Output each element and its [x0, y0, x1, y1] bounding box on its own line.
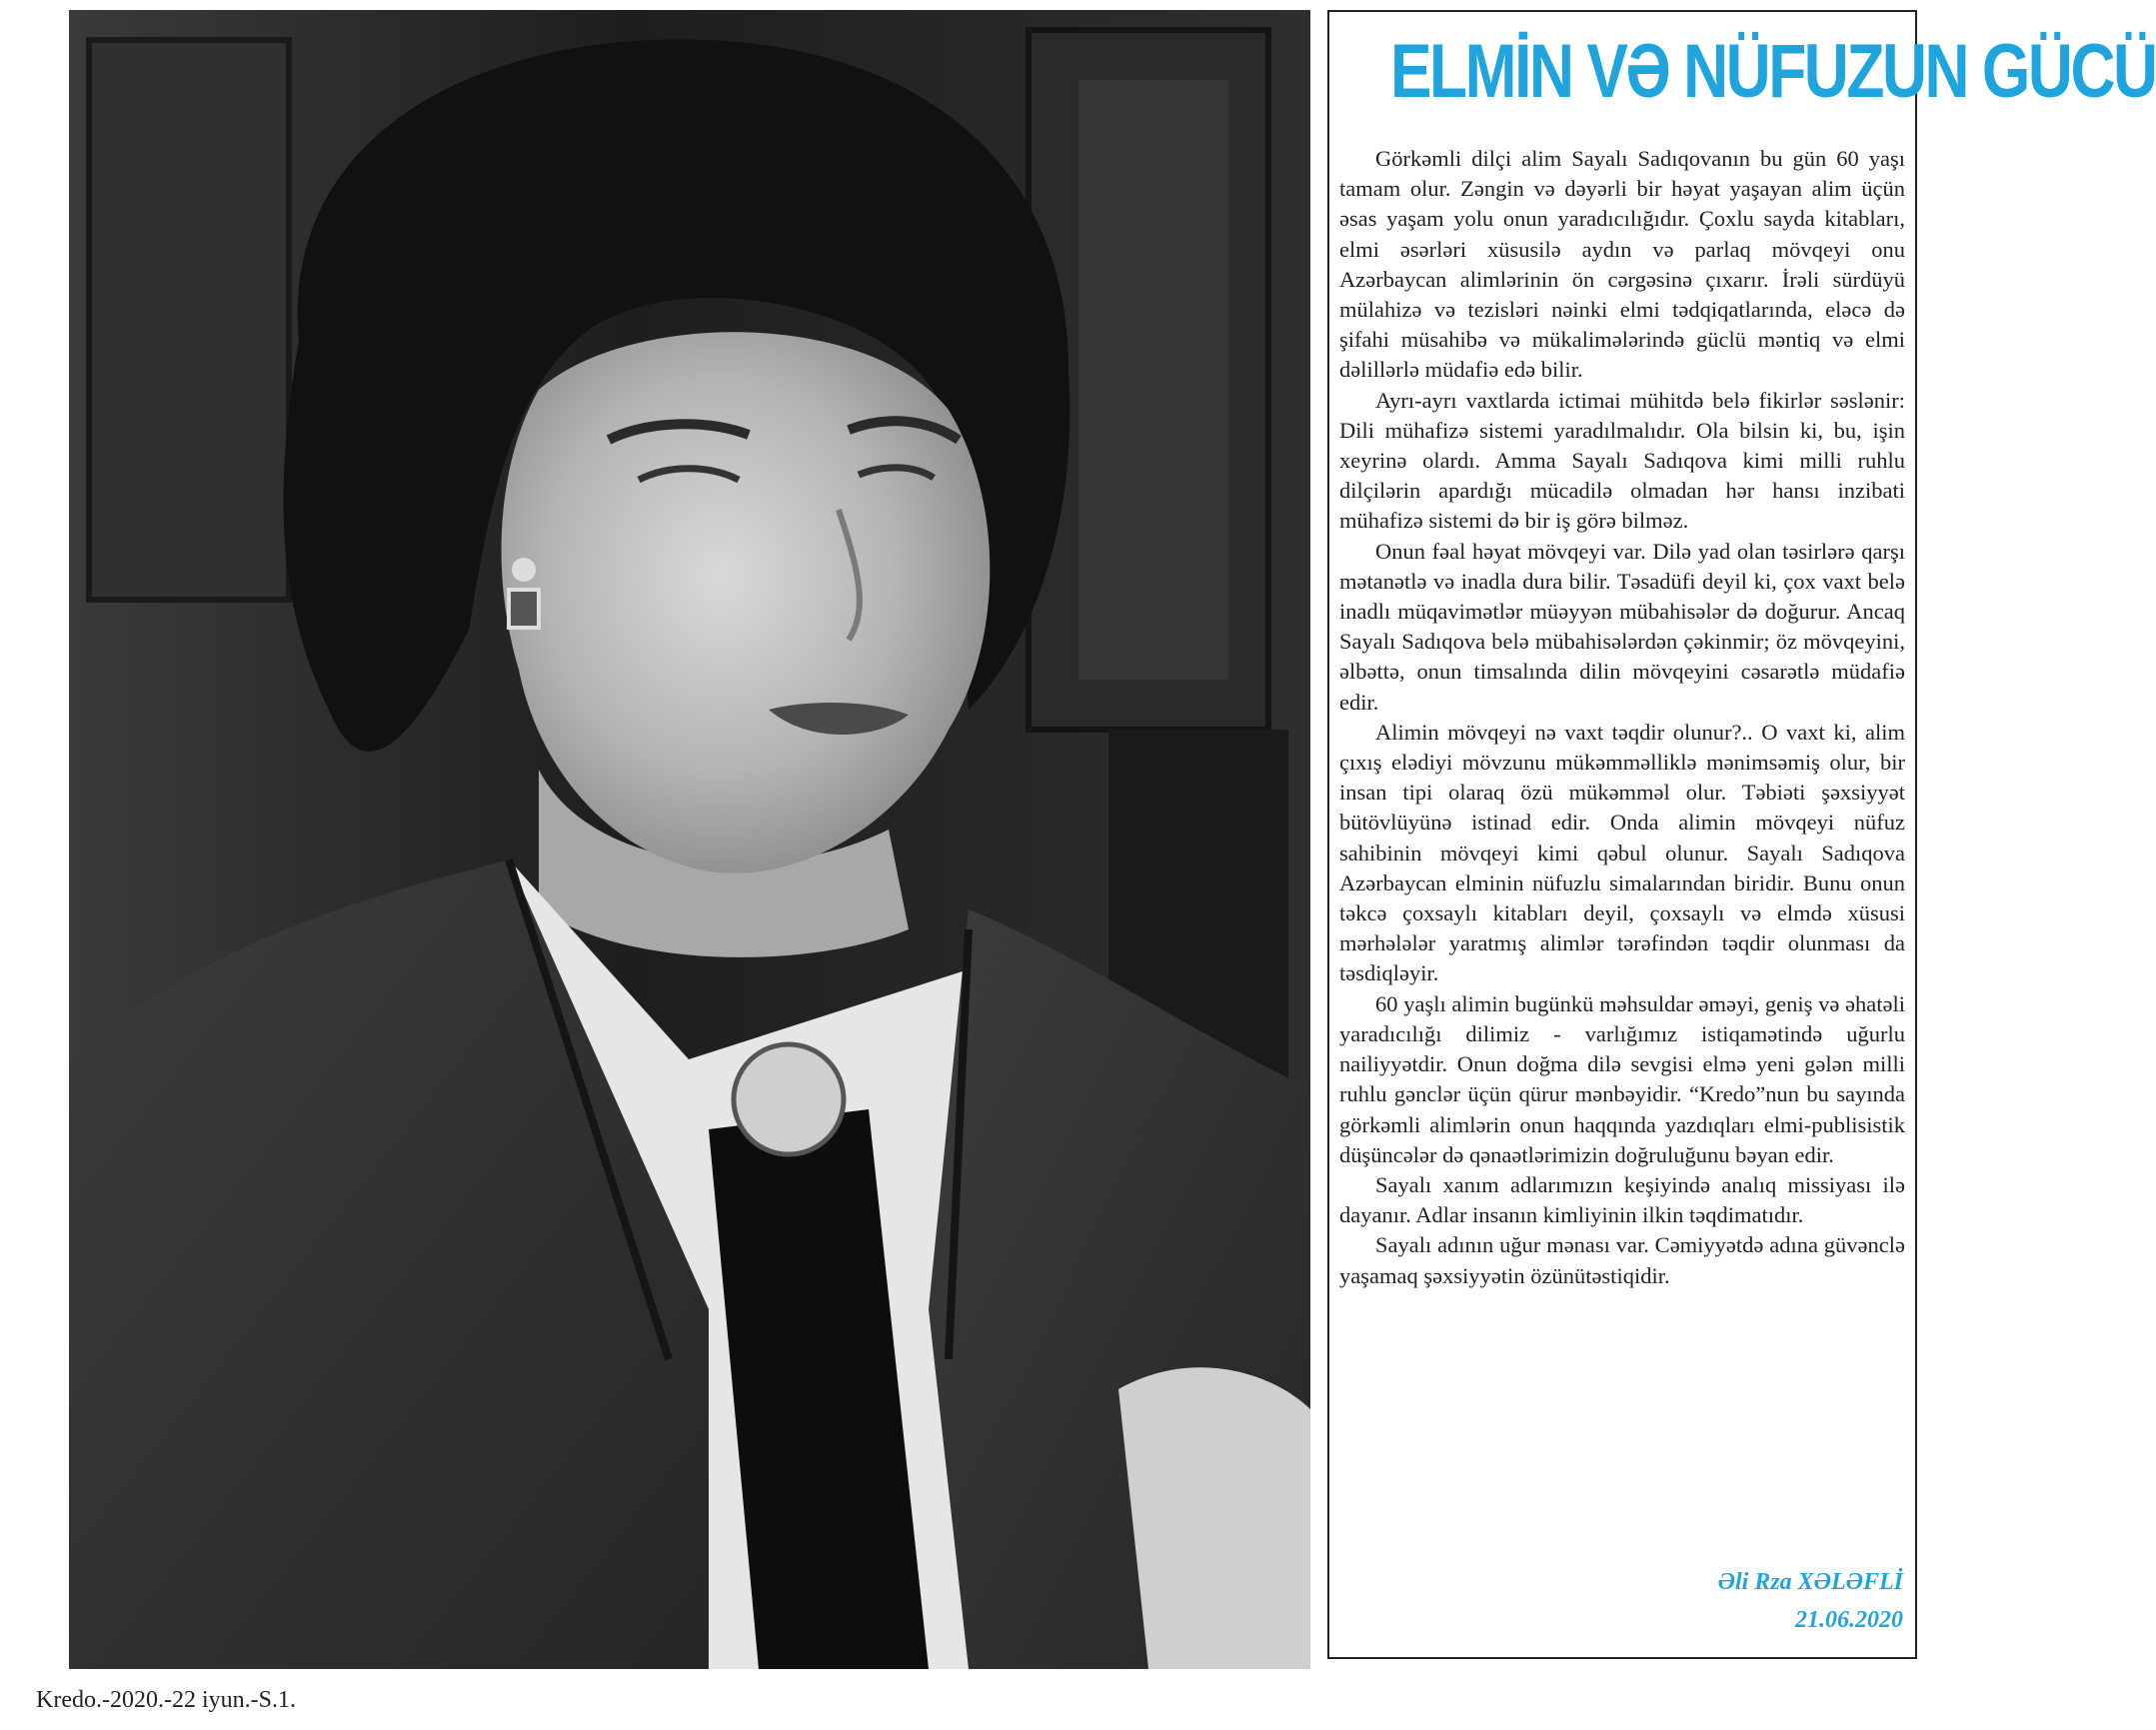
article-paragraph: Sayalı adının uğur mənası var. Cəmiyyətdə adına güvənclə yaşamaq şəxsiyyətin özünütəstiqidir. — [1339, 1232, 1905, 1288]
article-headline: ELMİN VƏ NÜFUZUN GÜCÜ — [1389, 29, 2156, 114]
author-name: Əli Rza XƏLƏFLİ — [1717, 1569, 1903, 1595]
source-citation: Kredo.-2020.-22 iyun.-S.1. — [36, 1687, 296, 1713]
portrait-illustration — [69, 10, 1310, 1669]
portrait-photo — [69, 10, 1310, 1669]
article-box — [1327, 10, 2156, 1659]
article-paragraph: 60 yaşlı alimin bugünkü məhsuldar əməyi, geniş və əhatəli yaradıcılığı dilimiz - varlığımız istiqamətində uğurlu nailiyyətdir. Onun doğma dilə sevgisi elmə yeni gələn milli ruhlu gənclər üçün qürur mənbəyidir. “Kredo”nun bu sayında görkəmli alimlərin onun haqqında yazdıqları elmi-publisistik düşüncələr də qənaətlərimizin doğruluğunu bəyan edir. — [1339, 990, 1905, 1167]
article-paragraph: Ayrı-ayrı vaxtlarda ictimai mühitdə belə fikirlər səslənir: Dili mühafizə sistemi yaradılmalıdır. Ola bilsin ki, bu, işin xeyrinə olardı. Amma Sayalı Sadıqova kimi milli ruhlu dilçilərin apardığı mücadilə olmadan hər hansı inzibati mühafizə sistemi də bir iş görə bilməz. — [1339, 387, 1905, 534]
article-paragraph: Onun fəal həyat mövqeyi var. Dilə yad olan təsirlərə qarşı mətanətlə və inadla dura bilir. Təsadüfi deyil ki, çox vaxt belə inadlı müqavimətlər müəyyən mübahisələr də doğurur. Ancaq Sayalı Sadıqova belə mübahisələrdən çəkinmir; öz mövqeyini, əlbəttə, onun timsalında dilin mövqeyini cəsarətlə müdafiə edir. — [1339, 538, 1905, 715]
article-paragraph: Sayalı xanım adlarımızın keşiyində analıq missiyası ilə dayanır. Adlar insanın kimliyinin ilkin təqdimatıdır. — [1339, 1171, 1905, 1228]
article-date: 21.06.2020 — [1795, 1607, 1903, 1633]
article-paragraph: Alimin mövqeyi nə vaxt təqdir olunur?.. O vaxt ki, alim çıxış elədiyi mövzunu mükəmməlliklə mənimsəmiş olur, bir insan tipi olaraq özü mükəmməl olur. Təbiəti şəxsiyyət bütövlüyünə istinad edir. Onda alimin mövqeyi nüfuz sahibinin mövqeyi kimi qəbul olunur. Sayalı Sadıqova Azərbaycan elminin nüfuzlu simalarından biridir. Bunu onun təkcə çoxsaylı kitabları deyil, çoxsaylı və elmdə xüsusi mərhələlər yaratmış alimlər tərəfindən təqdir olunması da təsdiqləyir. — [1339, 719, 1905, 986]
article-signature — [1718, 1563, 1903, 1639]
article-body — [1339, 144, 1905, 1291]
article-paragraph: Görkəmli dilçi alim Sayalı Sadıqovanın bu gün 60 yaşı tamam olur. Zəngin və dəyərli bir həyat yaşayan alim üçün əsas yaşam yolu onun yaradıcılığıdır. Çoxlu sayda kitabları, elmi əsərləri xüsusilə aydın və parlaq mövqeyi onu Azərbaycan alimlərinin ön cərgəsinə çıxarır. İrəli sürdüyü mülahizə və tezisləri nəinki elmi tədqiqatlarında, eləcə də şifahi müsahibə və mükalimələrində güclü məntiq və elmi dəlillərlə müdafiə edə bilir. — [1339, 146, 1905, 383]
